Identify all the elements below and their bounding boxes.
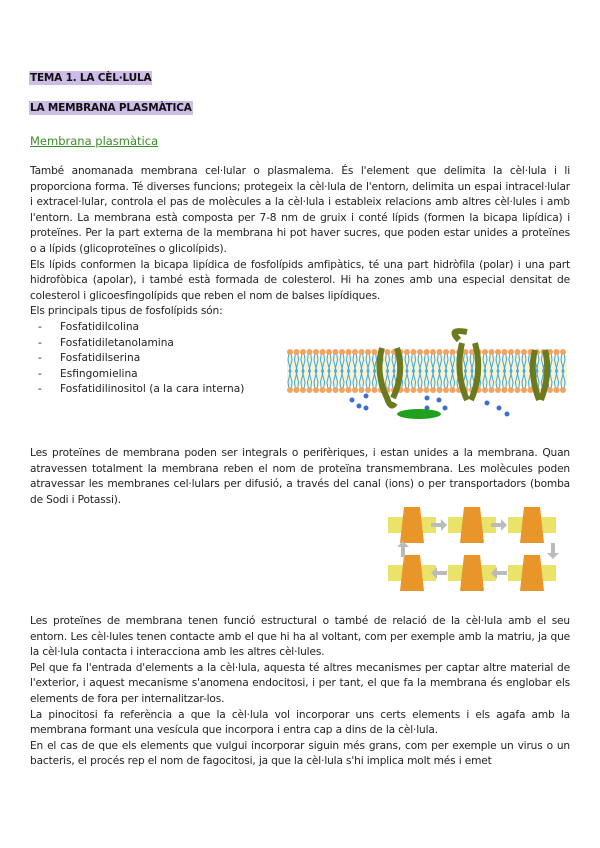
sodium-potassium-pump-diagram	[387, 497, 567, 597]
list-item: - Esfingomielina	[30, 367, 244, 383]
paragraph: En el cas de que els elements que vulgui incorporar siguin més grans, com per exemple un virus o un bacteris, el procés rep el nom de fagocitosi, ja que la cèl·lula s'hi implica molt més i emet	[30, 739, 570, 768]
intro-text	[30, 164, 570, 320]
section-heading: LA MEMBRANA PLASMÀTICA	[30, 102, 192, 114]
document-title: TEMA 1. LA CÈL·LULA	[30, 72, 152, 84]
list-item: - Fosfatidilserina	[30, 351, 244, 367]
paragraph: Les proteïnes de membrana tenen funció estructural o també de relació de la cèl·lula amb el seu entorn. Les cèl·lules tenen contacte amb el que hi ha al voltant, com per exemple amb la matriu, ja que la cèl·lula contacta i interacciona amb les altres cèl·lules.	[30, 615, 570, 659]
paragraph: Els lípids conformen la bicapa lipídica de fosfolípids amfipàtics, té una part hidròfila (polar) i una part hidrofòbica (apolar), i també està formada de colesterol. Hi ha zones amb una especial densitat de colesterol i glicoesfingolípids que reben el nom de balses lipídiques.	[30, 258, 570, 302]
subsection-heading: Membrana plasmàtica	[30, 134, 159, 148]
list-item: - Fosfatidiletanolamina	[30, 336, 244, 352]
function-text	[30, 614, 570, 770]
list-item: - Fosfatidilcolina	[30, 320, 244, 336]
paragraph: Els principals tipus de fosfolípids són:	[30, 305, 223, 318]
pump-stages	[388, 507, 556, 591]
list-item: - Fosfatidilinositol (a la cara interna)	[30, 382, 244, 398]
proteins-text: Les proteïnes de membrana poden ser integrals o perifèriques, i estan unides a la membrana. Quan atravessen totalment la membrana reben el nom de proteïna transmembrana. Les molècules poden atravessar les membranes cel·lulars per difusió, a través del canal (ions) o per transportadors (bomba de Sodi i Potassi).	[30, 447, 570, 506]
peripheral-protein	[397, 409, 441, 419]
membrane-diagram	[287, 328, 567, 420]
paragraph: Pel que fa l'entrada d'elements a la cèl·lula, aquesta té altres mecanismes per captar altre material de l'exterior, i aquest mecanisme s'anomena endocitosi, i per tant, el que fa la membrana és englobar els elements de fora per internalitzar-los.	[30, 661, 570, 705]
phospholipid-list	[30, 320, 244, 398]
paragraph: La pinocitosi fa referència a que la cèl·lula vol incorporar uns certs elements i els agafa amb la membrana formant una vesícula que incorpora i entra cap a dins de la cèl·lula.	[30, 708, 570, 737]
paragraph: També anomanada membrana cel·lular o plasmalema. És l'element que delimita la cèl·lula i li proporciona forma. Té diverses funcions; protegeix la cèl·lula de l'entorn, delimita un espai intracel·lular i extracel·lular, controla el pas de molècules a la cèl·lula i estableix relacions amb altres cèl·lules i amb l'entorn. La membrana està composta per 7-8 nm de gruix i conté lípids (formen la bicapa lipídica) i proteïnes. Per la part externa de la membrana hi pot haver sucres, que poden estar unides a proteïnes o a lípids (glicoproteïnes o glicolípids).	[30, 165, 570, 255]
